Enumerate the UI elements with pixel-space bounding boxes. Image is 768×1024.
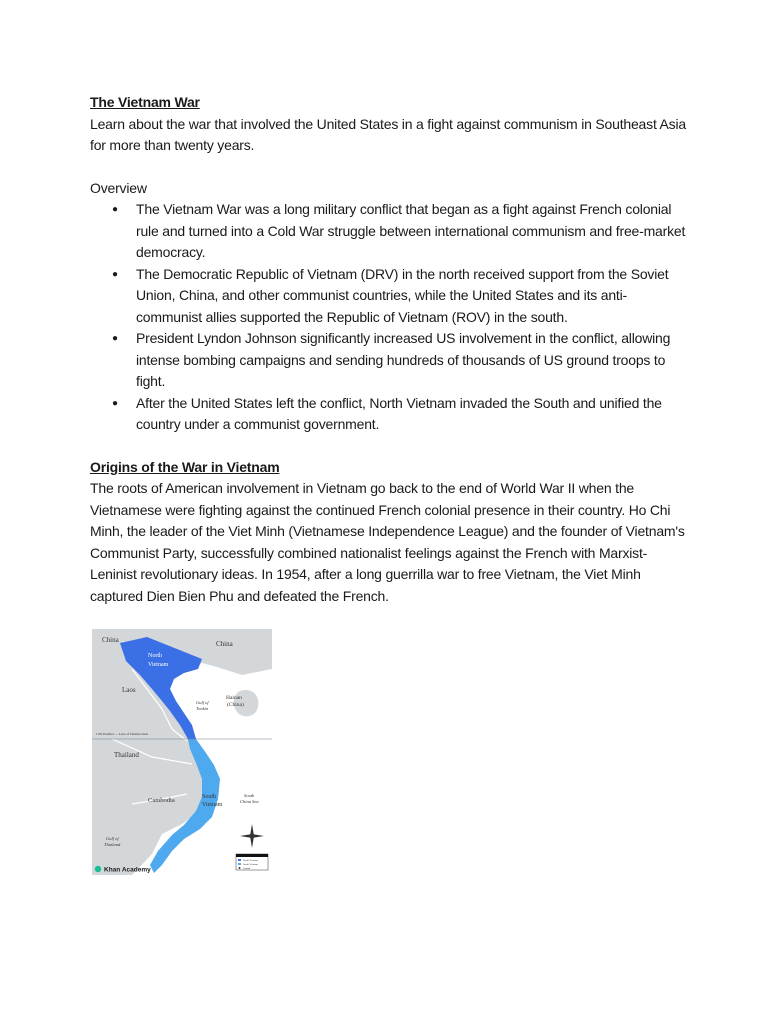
label-south-china-sea-1: South xyxy=(244,793,255,798)
section-paragraph: The roots of American involvement in Vietnam go back to the end of World War II when the Vietnamese were fighting against the continued French colonial presence in their country. Ho Chi Minh, the leader of the Viet Minh (Vietnamese Independence League) and the founder of Vietnam's Communist Party, successfully combined nationalist feelings against the French with Marxist-Leninist revolutionary ideas. In 1954, after a long guerrilla war to free Vietnam, the Viet Minh captured Dien Bien Phu and defeated the French. xyxy=(90,480,685,604)
map-legend xyxy=(236,854,268,870)
credit-text: Khan Academy xyxy=(104,866,151,874)
section-heading: Origins of the War in Vietnam xyxy=(90,458,280,475)
page-title: The Vietnam War xyxy=(90,94,200,110)
label-thailand: Thailand xyxy=(114,751,139,759)
vietnam-map-figure xyxy=(92,629,272,875)
list-item: ● The Democratic Republic of Vietnam (DRV) in the north received support from the Soviet Union, China, and other communist countries, while the United States and its anti-communist allies supported the Republic of Vietnam (ROV) in the south. xyxy=(90,264,690,329)
overview-label: Overview xyxy=(90,179,147,196)
vietnam-map xyxy=(92,629,272,875)
label-china-left: China xyxy=(102,636,119,644)
label-gulf-thailand-1: Gulf of xyxy=(106,836,119,841)
legend-capital: Capital xyxy=(243,867,251,870)
legend-north: North Vietnam xyxy=(243,859,258,862)
label-laos: Laos xyxy=(122,686,136,694)
label-cambodia: Cambodia xyxy=(148,797,175,804)
khan-academy-logo xyxy=(95,866,151,874)
parallel-note: 17th Parallel — Line of Demarcation xyxy=(96,732,149,736)
list-item: ● President Lyndon Johnson significantly increased US involvement in the conflict, allowing intense bombing campaigns and sending hundreds of thousands of US ground troops to fight. xyxy=(90,328,690,393)
label-south-vietnam-2: Vietnam xyxy=(202,802,223,808)
label-north-vietnam-1: North xyxy=(148,653,162,659)
legend-south: South Vietnam xyxy=(243,863,258,866)
label-hainan-2: (China) xyxy=(227,702,244,708)
label-gulf-tonkin-2: Tonkin xyxy=(196,706,209,711)
label-north-vietnam-2: Vietnam xyxy=(148,662,169,668)
label-south-china-sea-2: China Sea xyxy=(240,799,259,804)
label-gulf-thailand-2: Thailand xyxy=(104,842,121,847)
label-gulf-tonkin-1: Gulf of xyxy=(196,700,209,705)
overview-list xyxy=(90,199,690,436)
document-body xyxy=(90,92,690,607)
label-south-vietnam-1: South xyxy=(202,794,217,800)
list-item: ● After the United States left the conflict, North Vietnam invaded the South and unified the country under a communist government. xyxy=(90,393,690,436)
list-item: ● The Vietnam War was a long military conflict that began as a fight against French colonial rule and turned into a Cold War struggle between international communism and free-market democracy. xyxy=(90,199,690,264)
label-china-right: China xyxy=(216,640,233,648)
intro-paragraph: Learn about the war that involved the United States in a fight against communism in Southeast Asia for more than twenty years. xyxy=(90,115,686,153)
label-hainan-1: Hainan xyxy=(226,695,242,701)
